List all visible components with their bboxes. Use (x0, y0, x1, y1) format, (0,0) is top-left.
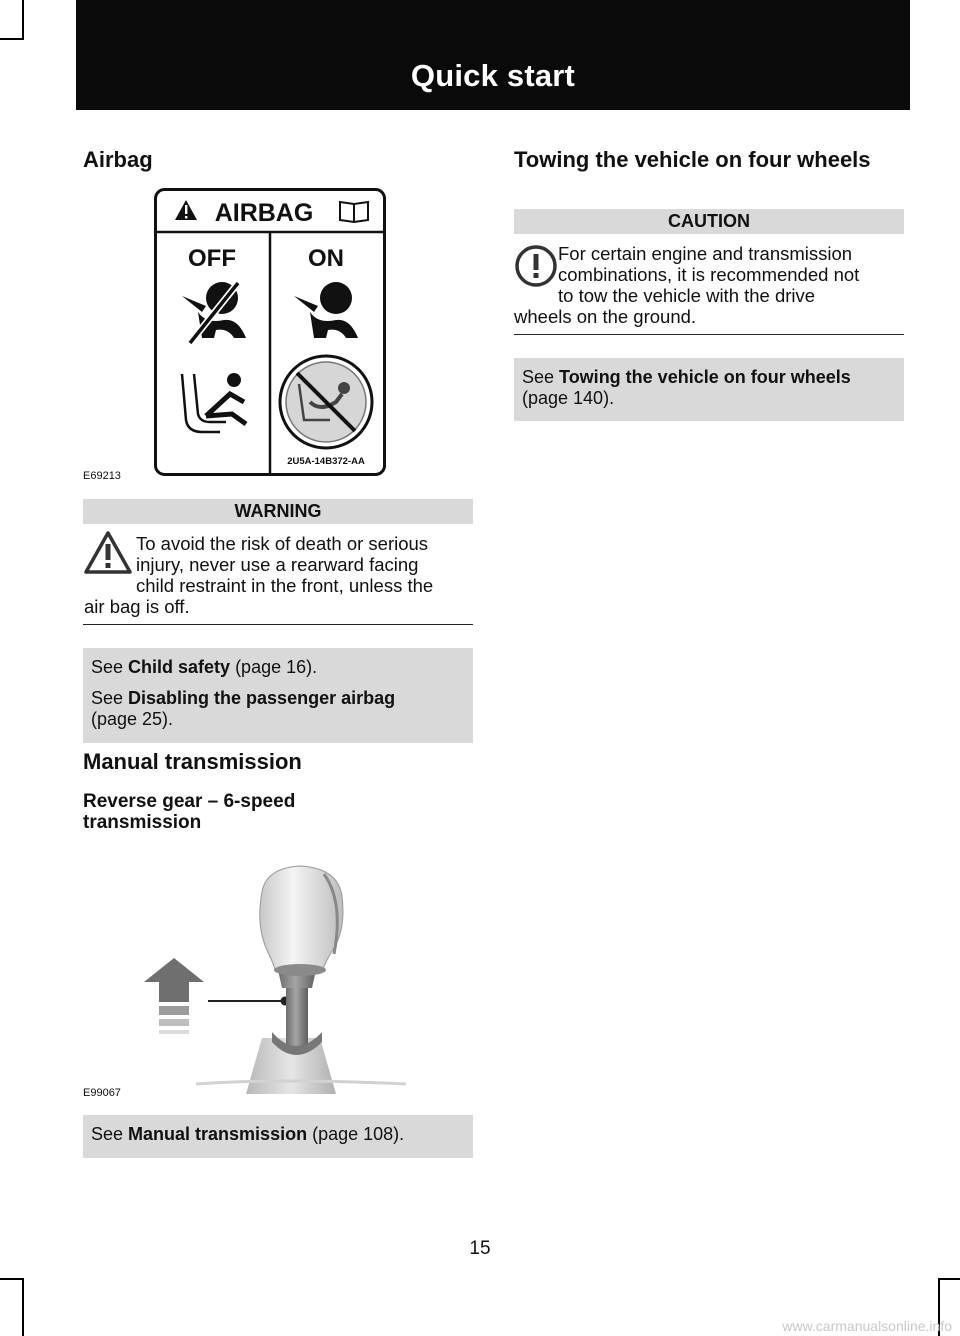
crop-mark (22, 1278, 24, 1336)
caution-line: combinations, it is recommended not (558, 264, 860, 285)
warning-line: To avoid the risk of death or serious (136, 533, 429, 554)
airbag-off-text: OFF (188, 245, 236, 272)
page-title: Quick start (410, 58, 576, 93)
airbag-part-number: 2U5A-14B372-AA (287, 456, 365, 467)
airbag-on-text: ON (308, 245, 344, 272)
gear-figure-id: E99067 (83, 1087, 121, 1099)
gear-knob-illustration (140, 862, 420, 1098)
crop-mark (0, 38, 22, 40)
warning-line: injury, never use a rearward facing (136, 554, 419, 575)
cross-reference-link[interactable]: Child safety (128, 657, 231, 677)
footer-url: www.carmanualsonline.info (782, 1318, 952, 1334)
no-rearward-child-seat-icon (280, 356, 372, 448)
warning-line: air bag is off. (84, 596, 190, 617)
crop-mark (0, 1278, 22, 1280)
airbag-figure-id: E69213 (83, 470, 121, 482)
cross-reference-box (514, 358, 904, 421)
airbag-label-top-text: AIRBAG (214, 199, 314, 227)
warning-line: child restraint in the front, unless the (136, 575, 434, 596)
cross-reference: See Manual transmission (page 108). (91, 1124, 405, 1144)
caution-line: For certain engine and transmission (558, 243, 853, 264)
caution-text (514, 243, 906, 327)
towing-heading: Towing the vehicle on four wheels (514, 147, 871, 172)
reverse-gear-heading: Reverse gear – 6-speed transmission (83, 791, 296, 833)
airbag-label-illustration (154, 188, 386, 476)
cross-reference-link[interactable]: Towing the vehicle on four wheels (559, 367, 851, 387)
caution-line: wheels on the ground. (514, 306, 697, 327)
crop-mark (938, 1278, 960, 1280)
page-header (76, 0, 910, 110)
page-number: 15 (469, 1238, 491, 1259)
crop-mark (22, 0, 24, 40)
section-divider (83, 624, 473, 625)
cross-reference: See Child safety (page 16). (91, 657, 318, 677)
section-divider (514, 334, 904, 335)
up-arrow-icon (144, 958, 204, 1034)
warning-heading: WARNING (83, 499, 473, 524)
cross-reference-box (83, 648, 473, 743)
manual-transmission-heading: Manual transmission (83, 749, 302, 774)
caution-line: to tow the vehicle with the drive (558, 285, 816, 306)
cross-reference: See Towing the vehicle on four wheels (page 140). (522, 367, 851, 408)
airbag-heading: Airbag (83, 147, 153, 172)
cross-reference-link[interactable]: Disabling the passenger airbag (128, 688, 396, 708)
cross-reference: See Disabling the passenger airbag (page 25). (91, 688, 396, 729)
cross-reference-box (83, 1115, 473, 1158)
warning-text (84, 533, 476, 617)
caution-heading: CAUTION (514, 209, 904, 234)
cross-reference-link[interactable]: Manual transmission (128, 1124, 308, 1144)
